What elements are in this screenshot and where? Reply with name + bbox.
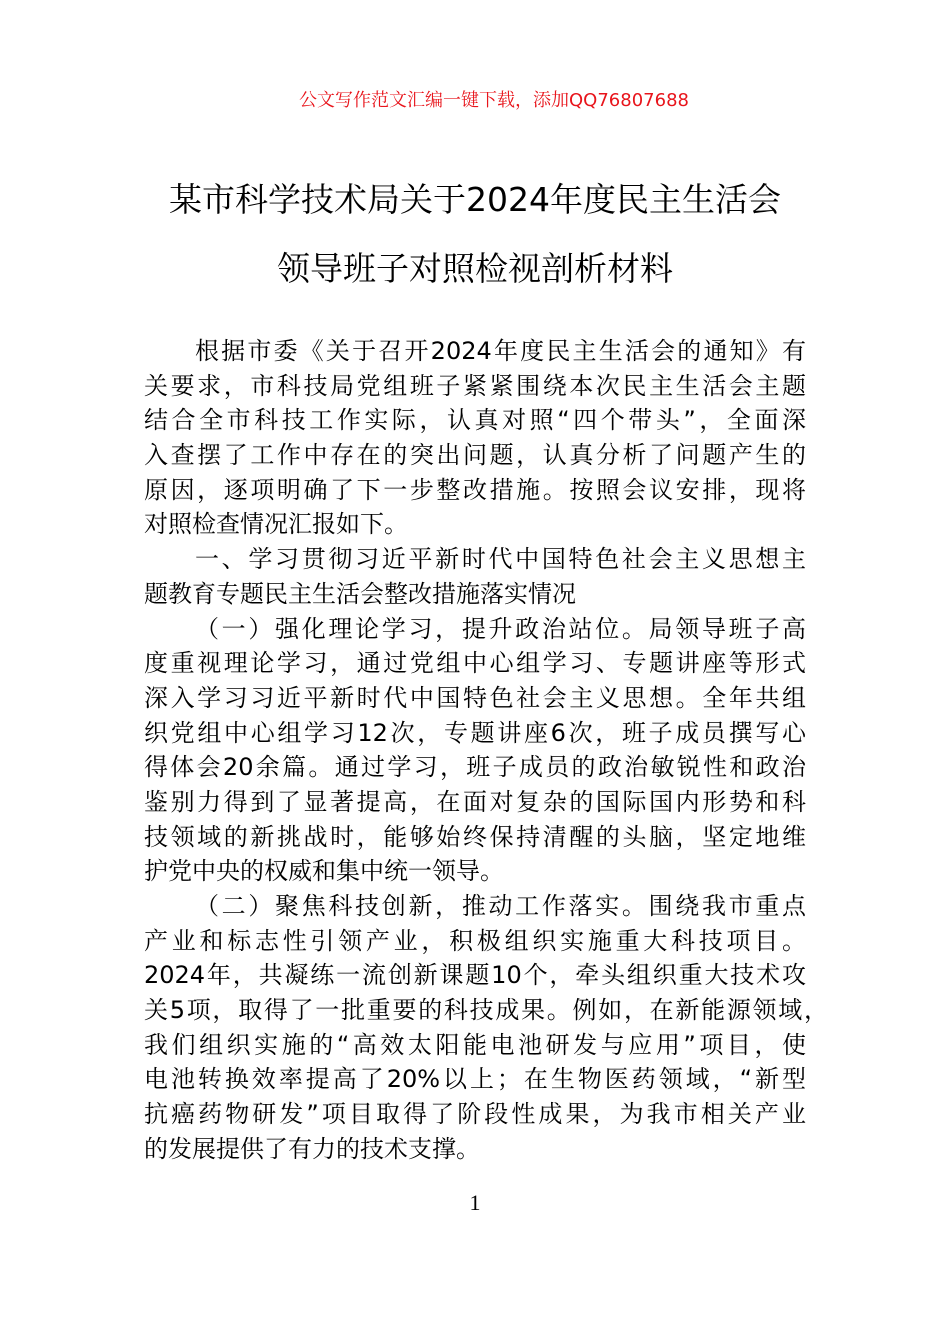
paragraph-line: 电池转换效率提高了20%以上；在生物医药领域，“新型: [144, 1065, 806, 1094]
paragraph-line: 关要求，市科技局党组班子紧紧围绕本次民主生活会主题: [144, 371, 806, 400]
paragraph-line: 关5项，取得了一批重要的科技成果。例如，在新能源领域，: [144, 996, 828, 1025]
paragraph-line: 入查摆了工作中存在的突出问题，认真分析了问题产生的: [144, 441, 806, 470]
paragraph-line: 结合全市科技工作实际，认真对照“四个带头”，全面深: [144, 406, 806, 435]
document-title-line-2: 领导班子对照检视剖析材料: [277, 249, 673, 288]
paragraph-line: 深入学习习近平新时代中国特色社会主义思想。全年共组: [144, 683, 806, 712]
paragraph-line: 产业和标志性引领产业，积极组织实施重大科技项目。: [144, 926, 806, 955]
paragraph-line: 原因，逐项明确了下一步整改措施。按照会议安排，现将: [144, 475, 806, 504]
paragraph-line: （一）强化理论学习，提升政治站位。局领导班子高: [195, 614, 806, 643]
paragraph-line: 我们组织实施的“高效太阳能电池研发与应用”项目，使: [144, 1030, 806, 1059]
paragraph-line: 织党组中心组学习12次，专题讲座6次，班子成员撰写心: [144, 718, 806, 747]
paragraph-line: 得体会20余篇。通过学习，班子成员的政治敏锐性和政治: [144, 753, 806, 782]
page-number: 1: [469, 1190, 481, 1215]
paragraph: [144, 334, 806, 542]
paragraph: [144, 542, 806, 611]
paragraph-line: 度重视理论学习，通过党组中心组学习、专题讲座等形式: [144, 649, 806, 678]
paragraph: [144, 612, 806, 890]
paragraph-line: 对照检查情况汇报如下。: [144, 510, 408, 539]
paragraph-line: 护党中央的权威和集中统一领导。: [144, 857, 504, 886]
paragraph-line: 根据市委《关于召开2024年度民主生活会的通知》有: [195, 337, 806, 365]
document-body: [144, 334, 828, 1167]
paragraph: [144, 889, 828, 1167]
paragraph-line: 题教育专题民主生活会整改措施落实情况: [144, 579, 576, 608]
paragraph-line: 的发展提供了有力的技术支撑。: [144, 1134, 480, 1163]
paragraph-line: 抗癌药物研发”项目取得了阶段性成果，为我市相关产业: [144, 1100, 806, 1129]
document-title-line-1: 某市科学技术局关于2024年度民主生活会: [169, 180, 781, 219]
paragraph-line: 一、学习贯彻习近平新时代中国特色社会主义思想主: [195, 545, 806, 574]
paragraph-line: 2024年，共凝练一流创新课题10个，牵头组织重大技术攻: [144, 961, 806, 990]
paragraph-line: （二）聚焦科技创新，推动工作落实。围绕我市重点: [195, 892, 806, 920]
paragraph-line: 鉴别力得到了显著提高，在面对复杂的国际国内形势和科: [144, 787, 806, 816]
watermark-text: 公文写作范文汇编一键下载，添加QQ76807688: [299, 90, 689, 111]
paragraph-line: 技领域的新挑战时，能够始终保持清醒的头脑，坚定地维: [144, 822, 806, 851]
